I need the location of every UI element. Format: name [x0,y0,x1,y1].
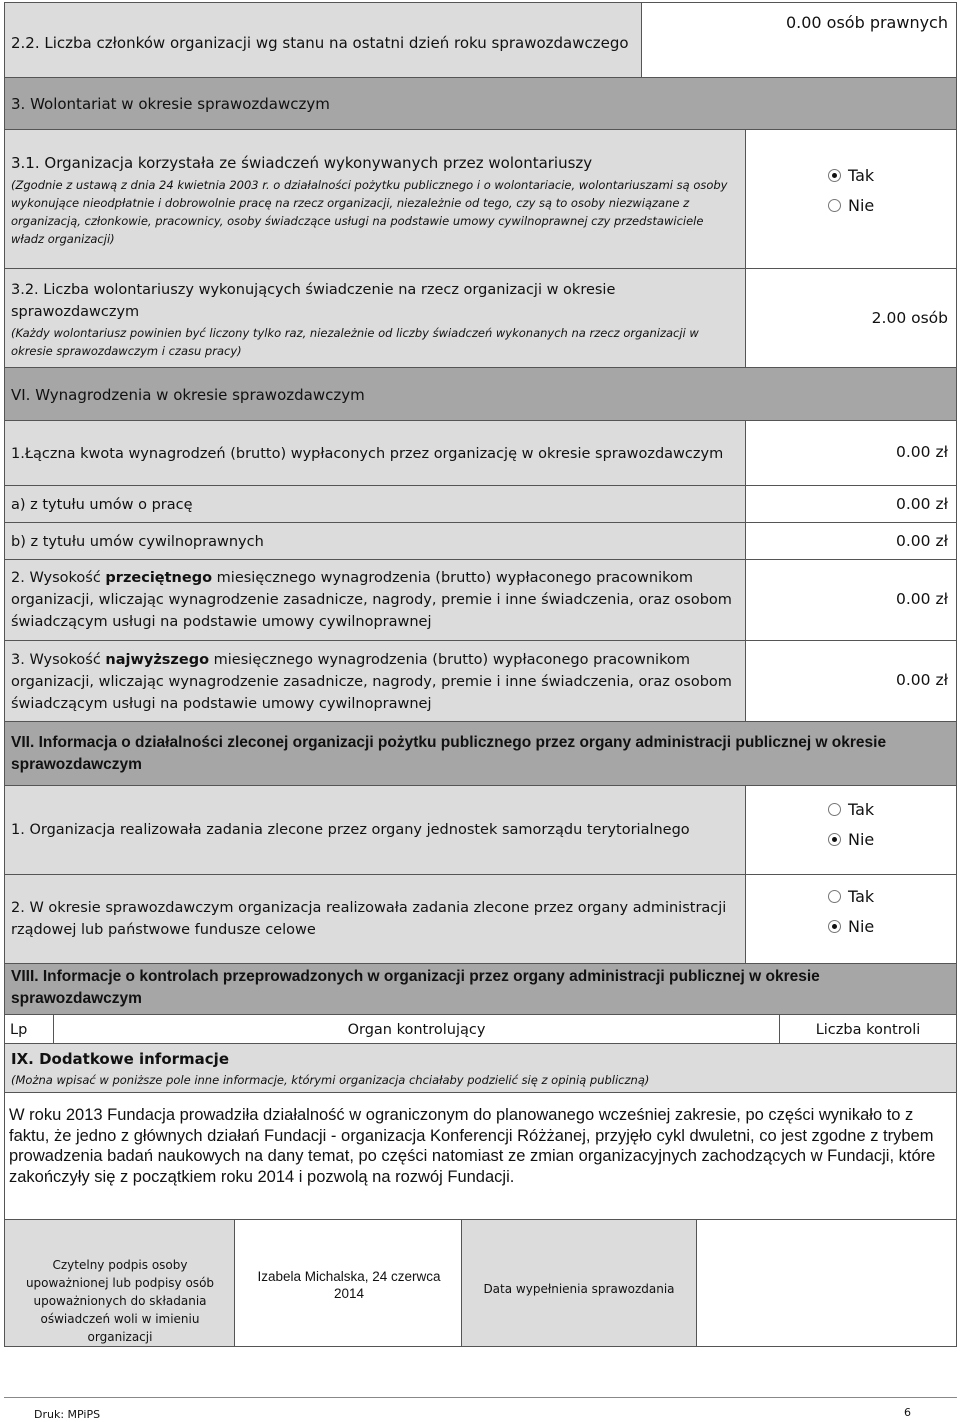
col-organ-label: Organ kontrolujący [347,1022,486,1038]
radio-no-label: Nie [848,916,875,936]
commissioned-heading-row [4,721,957,786]
average-salary-row [4,559,746,641]
local-gov-yes-option[interactable] [828,794,874,824]
local-gov-tasks-label: 1. Organizacja realizowała zadania zlecone przez organy jednostek samorządu terytorialnego [11,822,690,838]
volunteers-used-options [745,129,957,269]
local-gov-no-option[interactable] [828,824,874,854]
employment-contracts-label: a) z tytułu umów o pracę [11,497,193,513]
inspections-col-organ [53,1014,780,1044]
highest-salary-rest: miesięcznego wynagrodzenia (brutto) wypłaconego pracownikom organizacji, wliczając wynagrodzenie zasadnicze, nagrody, premie i inne świadczenia, oraz osobom świadczącym usługi na podstawie umowy cywilnoprawnej [11,652,732,712]
average-salary-value-cell [745,559,957,641]
highest-salary-value-cell [745,640,957,722]
central-gov-tasks-label: 2. W okresie sprawozdawczym organizacja realizowała zadania zlecone przez organy administracji rządowej lub państwowe fundusze celowe [11,900,727,938]
signature-label: Czytelny podpis osoby upoważnionej lub podpisy osób upoważnionych do składania oświadczeń woli w imieniu organizacji [25,1258,215,1344]
average-salary-rest: miesięcznego wynagrodzenia (brutto) wypłaconego pracownikom organizacji, wliczając wynagrodzenie zasadnicze, nagrody, premie i inne świadczenia, oraz osobom świadczącym usługi na podstawie umowy cywilnoprawnej [11,570,732,630]
radio-yes-label: Tak [848,165,875,185]
signature-label-cell [4,1219,235,1347]
total-salaries-value: 0.00 zł [896,443,948,461]
salaries-heading: VI. Wynagrodzenia w okresie sprawozdawczym [11,386,365,404]
highest-salary-value: 0.00 zł [896,671,948,689]
local-gov-tasks-row [4,785,746,875]
volunteers-no-option[interactable] [828,190,874,220]
radio-no-label: Nie [848,829,875,849]
members-value-cell [641,2,957,78]
members-row [4,2,642,78]
total-salaries-label: 1.Łączna kwota wynagrodzeń (brutto) wypłaconych przez organizację w okresie sprawozdawczym [11,446,724,462]
local-gov-tasks-options [745,785,957,875]
footer-divider [4,1397,957,1398]
footer-print-label: Druk: MPiPS [34,1408,101,1421]
highest-salary-prefix: 3. Wysokość [11,652,106,668]
employment-contracts-value: 0.00 zł [896,495,948,513]
radio-no[interactable] [828,199,841,212]
civil-contracts-row [4,522,746,560]
average-salary-emphasis: przeciętnego [105,570,213,586]
highest-salary-row [4,640,746,722]
civil-contracts-value: 0.00 zł [896,532,948,550]
civil-contracts-label: b) z tytułu umów cywilnoprawnych [11,534,264,550]
date-label: Data wypełnienia sprawozdania [483,1282,675,1296]
average-salary-value: 0.00 zł [896,590,948,608]
radio-yes[interactable] [828,890,841,903]
salaries-heading-row [4,367,957,421]
col-count-label: Liczba kontroli [815,1022,921,1038]
inspections-col-count [779,1014,957,1044]
additional-info-heading-row [4,1043,957,1093]
employment-contracts-row [4,485,746,523]
volunteers-used-row [4,129,746,269]
radio-yes-label: Tak [848,799,875,819]
average-salary-prefix: 2. Wysokość [11,570,106,586]
radio-no[interactable] [828,920,841,933]
employment-contracts-value-cell [745,485,957,523]
page-number: 6 [904,1406,911,1419]
additional-info-heading: IX. Dodatkowe informacje [11,1050,229,1068]
col-lp-label: Lp [10,1022,28,1038]
commissioned-heading: VII. Informacja o działalności zleconej organizacji pożytku publicznego przez organy administracji publicznej w okresie sprawozdawczym [11,734,887,773]
radio-yes-label: Tak [848,886,875,906]
central-gov-yes-option[interactable] [828,881,874,911]
highest-salary-label [11,649,741,715]
inspections-col-lp [4,1014,54,1044]
total-salaries-row [4,420,746,486]
signature-value-cell [234,1219,462,1347]
additional-info-text: W roku 2013 Fundacja prowadziła działalność w ograniczonym do planowanego wcześniej zakresie, po części wynikało to z faktu, że jedno z głównych działań Fundacji - organizacja Konferencji Różżanej, przyjęło cykl dwuletni, co jest zgodne z trybem prowadzenia badań naukowych na dany temat, po części natomiast ze zmian organizacyjnych zachodzących w Fundacji, które zakończyły się z początkiem roku 2014 i pozwolą na rozwój Fundacji. [9,1106,936,1186]
members-label: 2.2. Liczba członków organizacji wg stanu na ostatni dzień roku sprawozdawczego [11,34,629,52]
central-gov-tasks-options [745,874,957,964]
additional-info-note: (Można wpisać w poniższe pole inne informacje, którymi organizacja chciałaby podzielić się z opinią publiczną) [11,1073,650,1087]
additional-info-text-cell [4,1092,957,1220]
volunteers-count-value-cell [745,268,957,368]
inspections-heading-row [4,963,957,1015]
volunteers-count-row [4,268,746,368]
highest-salary-emphasis: najwyższego [105,652,210,668]
average-salary-label [11,567,741,633]
volunteers-yes-option[interactable] [828,160,874,190]
central-gov-tasks-row [4,874,746,964]
radio-no[interactable] [828,833,841,846]
members-value: 0.00 osób prawnych [785,13,948,32]
radio-yes[interactable] [828,169,841,182]
radio-yes[interactable] [828,803,841,816]
inspections-heading: VIII. Informacje o kontrolach przeprowadzonych w organizacji przez organy administracji publicznej w okresie sprawozdawczym [11,968,820,1007]
radio-no-label: Nie [848,195,875,215]
date-label-cell [461,1219,697,1347]
signature-value: Izabela Michalska, 24 czerwca 2014 [257,1269,441,1301]
date-value-cell[interactable] [696,1219,957,1347]
civil-contracts-value-cell [745,522,957,560]
volunteers-count-note: (Każdy wolontariusz powinien być liczony tylko raz, niezależnie od liczby świadczeń wykonanych na rzecz organizacji w okresie sprawozdawczym i czasu pracy) [11,326,699,358]
volunteers-count-value: 2.00 osób [871,309,948,327]
volunteering-heading-row [4,77,957,130]
volunteers-used-note: (Zgodnie z ustawą z dnia 24 kwietnia 2003 r. o działalności pożytku publicznego i o wolontariacie, wolontariuszami są osoby wykonujące nieodpłatnie i dobrowolnie pracę na rzecz organizacji, niezależnie od tego, czy są to osoby niezwiązane z organizacją, członkowie, pracownicy, osoby świadczące usługi na podstawie umowy cywilnoprawnej czy przedstawiciele władz organizacji) [11,178,728,246]
volunteers-used-label: 3.1. Organizacja korzystała ze świadczeń wykonywanych przez wolontariuszy [11,154,593,172]
total-salaries-value-cell [745,420,957,486]
volunteering-heading: 3. Wolontariat w okresie sprawozdawczym [11,95,330,113]
central-gov-no-option[interactable] [828,911,874,941]
volunteers-count-label: 3.2. Liczba wolontariuszy wykonujących świadczenie na rzecz organizacji w okresie sprawozdawczym [11,282,616,320]
